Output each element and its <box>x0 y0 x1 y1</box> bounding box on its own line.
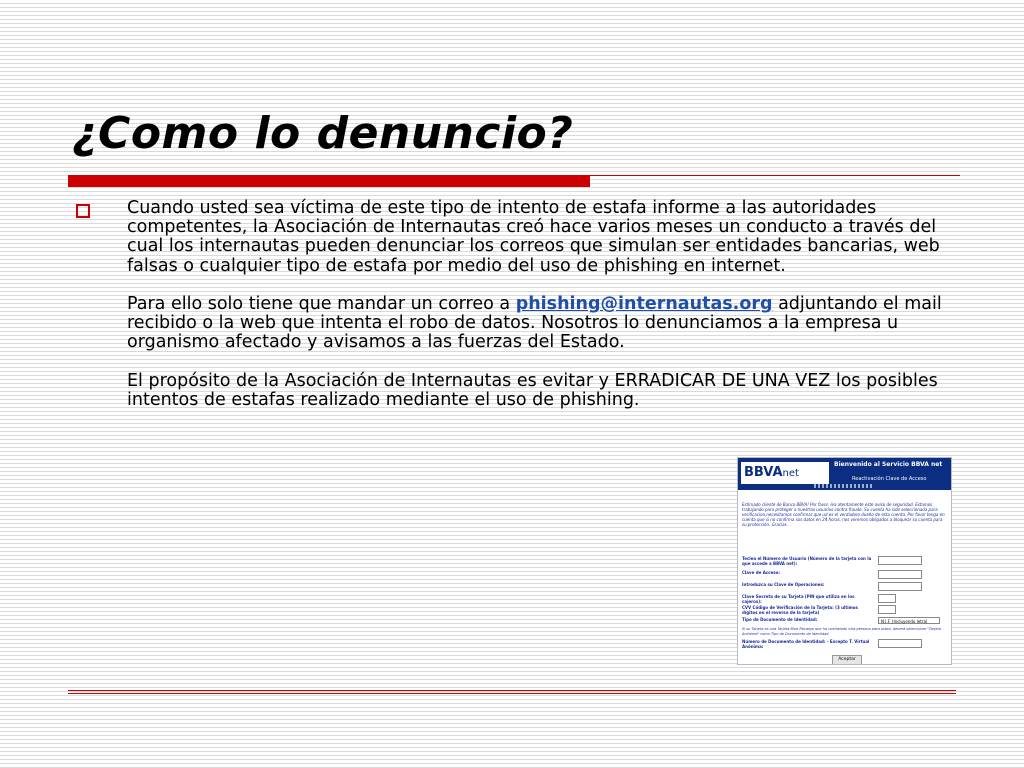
square-bullet-icon <box>76 204 90 218</box>
bbva-field-label: Tipo de Documento de Identidad: <box>742 617 818 622</box>
bbva-logo <box>741 462 829 484</box>
footer-rule <box>68 690 956 691</box>
bbva-document-type-select[interactable]: N.I.F. (Incluyendo letra) <box>878 617 940 624</box>
paragraph-email-rest: adjuntando el mail recibido o la web que intenta el robo de datos. Nosotros lo denunciamos a la empresa u organismo afectado y avisamos a las fuerzas del Estado. <box>127 294 942 353</box>
bbva-field-row <box>742 556 947 568</box>
bbva-field-row <box>742 582 947 594</box>
bbva-subtitle: Reactivación Clave de Acceso <box>852 476 927 482</box>
paragraph-email <box>127 295 947 353</box>
bbva-field-label <box>742 639 872 649</box>
bbva-operations-input[interactable] <box>878 582 922 591</box>
slide-title: ¿Como lo denuncio? <box>72 108 574 159</box>
bbva-field-label: Clave Secreta de su Tarjeta (PIN que utiliza en los cajeros): <box>742 594 855 604</box>
bbva-header-dots <box>814 484 874 488</box>
paragraph-report: Cuando usted sea víctima de este tipo de intento de estafa informe a las autoridades competentes, la Asociación de Internautas creó hace varios meses un conducto a través del cual los internautas pueden denunciar los correos que simulan ser entidades bancarias, web falsas o cualquier tipo de estafa por medio del uso de phishing en internet. <box>127 198 940 276</box>
bbva-header <box>738 458 951 490</box>
title-underline-thick <box>68 175 590 187</box>
bbva-field-label: Clave de Acceso: <box>742 570 780 575</box>
bbva-user-input[interactable] <box>878 556 922 565</box>
bbva-field-label: Teclea el Número de Usuario (Número de la tarjeta con la que accede a BBVA net): <box>742 556 872 566</box>
bbva-field-label: Introduzca su Clave de Operaciones: <box>742 582 825 587</box>
bbva-doc-number-label: Número de Documento de Identidad: <box>742 639 826 644</box>
email-link[interactable]: phishing@internautas.org <box>515 294 773 314</box>
bbva-note: Si su Tarjeta es una Tarjeta Blue Recarga que ha contratado otra persona para usted, deberá seleccionar "Tarjeta Anónima" como Tipo de Documento de Identidad <box>742 627 941 636</box>
bbva-phishing-screenshot <box>737 457 952 665</box>
bbva-accept-button[interactable]: Aceptar <box>832 655 862 665</box>
bbva-extra-label: - Excepto T. Virtual Anónima: <box>742 639 870 649</box>
bbva-field-row <box>742 639 947 651</box>
bbva-password-input[interactable] <box>878 570 922 579</box>
paragraph-email-intro: Para ello solo tiene que mandar un correo a <box>127 294 516 314</box>
bbva-logo-text: BBVA <box>744 465 783 480</box>
bbva-pin-input[interactable] <box>878 594 896 603</box>
paragraph-purpose: El propósito de la Asociación de Internautas es evitar y ERRADICAR DE UNA VEZ los posibles intentos de estafas realizado mediante el uso de phishing. <box>127 370 938 410</box>
bbva-document-number-input[interactable] <box>878 639 922 648</box>
bbva-message: Estimado cliente de Banco BBVA! Por favor, lea atentamente este aviso de seguridad. Estamos trabajando para proteger a nuestros usuarios contra fraude. Su cuenta ha sido seleccionada para verificacion,necesitamos confirmar que ud es el verdadero dueño de esta cuenta. Por favor tenga en cuenta que si no confirma sus datos en 24 horas, nos veremos obligados a bloquear su cuenta para su protección. Gracias. <box>742 502 945 527</box>
bbva-logo-suffix: net <box>782 468 799 479</box>
bbva-field-row <box>742 570 947 582</box>
bbva-field-label: CVV Código de Verificación de la Tarjeta: (3 ultimos dígitos en el reverso de la tarjeta) <box>742 605 858 615</box>
slide-body <box>127 199 947 410</box>
bbva-field-row <box>742 605 947 617</box>
title-underline-thin <box>590 175 960 176</box>
footer-rule <box>68 693 956 694</box>
bbva-welcome: Bienvenido al Servicio BBVA net <box>834 461 943 468</box>
bbva-cvv-input[interactable] <box>878 605 896 614</box>
